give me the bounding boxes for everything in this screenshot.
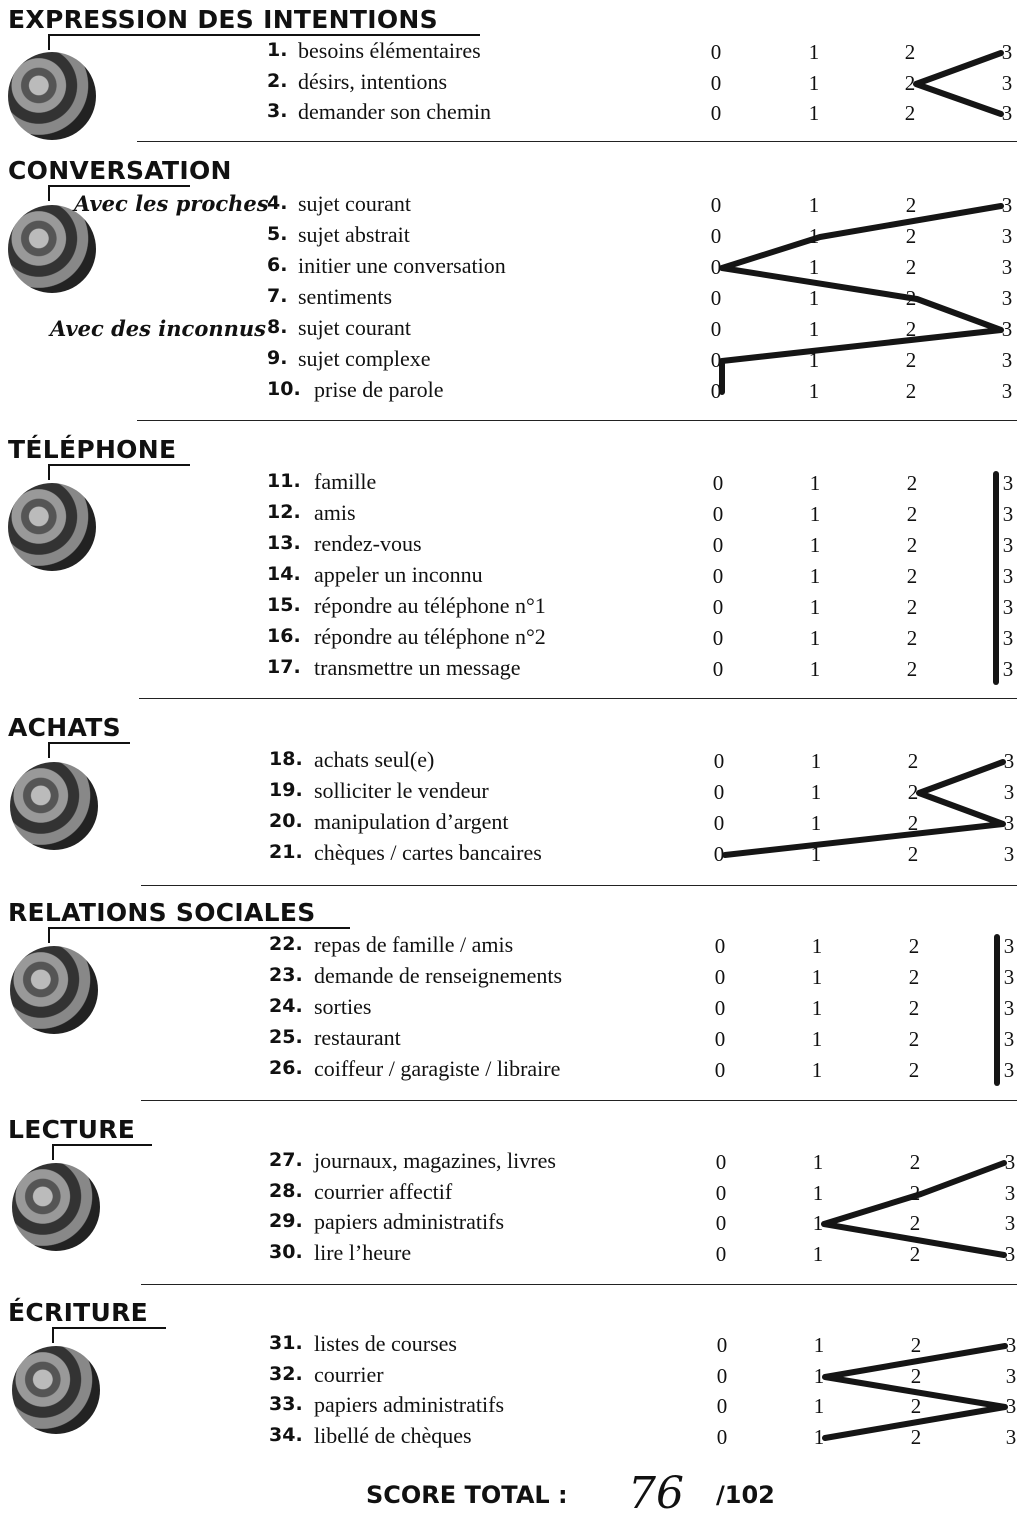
score-option: 3 (1003, 842, 1015, 866)
score-option: 1 (809, 564, 821, 588)
score-option: 2 (904, 40, 916, 64)
score-total-label: SCORE TOTAL : (366, 1481, 568, 1509)
section-title: ÉCRITURE (8, 1298, 149, 1327)
item-label: coiffeur / garagiste / libraire (314, 1056, 561, 1081)
item-number: 14. (267, 563, 301, 585)
score-option: 3 (1004, 1150, 1016, 1174)
item-label: courrier (314, 1362, 384, 1387)
score-option: 3 (1003, 811, 1015, 835)
score-option: 1 (810, 780, 822, 804)
section-photo (8, 52, 96, 140)
item-number: 16. (267, 625, 301, 647)
score-option: 3 (1002, 564, 1014, 588)
score-option: 2 (906, 626, 918, 650)
item-number: 29. (269, 1210, 303, 1232)
score-option: 0 (714, 996, 726, 1020)
score-option: 0 (710, 317, 722, 341)
item-label: repas de famille / amis (314, 932, 514, 957)
score-option: 1 (812, 1242, 824, 1266)
item-number: 10. (267, 378, 301, 400)
score-option: 0 (710, 193, 722, 217)
score-option: 3 (1005, 1333, 1017, 1357)
score-total-max: /102 (716, 1481, 775, 1509)
score-option: 2 (907, 780, 919, 804)
item-number: 3. (267, 100, 288, 122)
score-option: 3 (1005, 1425, 1017, 1449)
score-option: 0 (714, 1058, 726, 1082)
score-option: 0 (710, 255, 722, 279)
item-number: 13. (267, 532, 301, 554)
score-option: 3 (1001, 193, 1013, 217)
score-option: 1 (808, 348, 820, 372)
item-number: 31. (269, 1332, 303, 1354)
score-option: 1 (812, 1150, 824, 1174)
score-option: 1 (811, 1058, 823, 1082)
score-option: 3 (1001, 101, 1013, 125)
item-label: besoins élémentaires (298, 38, 481, 63)
score-option: 3 (1003, 1058, 1015, 1082)
score-option: 2 (910, 1364, 922, 1388)
section-title: TÉLÉPHONE (8, 435, 177, 464)
score-option: 1 (812, 1211, 824, 1235)
subheading: Avec les proches (74, 191, 269, 216)
score-option: 3 (1001, 255, 1013, 279)
score-option: 2 (906, 533, 918, 557)
score-option: 2 (910, 1425, 922, 1449)
score-option: 0 (715, 1242, 727, 1266)
item-number: 25. (269, 1026, 303, 1048)
score-option: 0 (712, 471, 724, 495)
item-label: chèques / cartes bancaires (314, 840, 542, 865)
score-option: 2 (906, 657, 918, 681)
item-number: 15. (267, 594, 301, 616)
section-photo (8, 205, 96, 293)
score-option: 3 (1003, 780, 1015, 804)
score-option: 0 (710, 101, 722, 125)
score-option: 2 (907, 811, 919, 835)
score-option: 3 (1001, 286, 1013, 310)
score-option: 2 (904, 101, 916, 125)
item-number: 33. (269, 1393, 303, 1415)
score-option: 0 (716, 1364, 728, 1388)
score-option: 3 (1003, 749, 1015, 773)
score-option: 1 (811, 965, 823, 989)
section-title-bracket (52, 1144, 152, 1160)
item-label: restaurant (314, 1025, 401, 1050)
score-option: 1 (809, 502, 821, 526)
item-label: papiers administratifs (314, 1209, 505, 1234)
score-option: 1 (810, 749, 822, 773)
score-option: 0 (713, 811, 725, 835)
score-marker-line (725, 762, 1003, 855)
section-photo (12, 1163, 100, 1251)
section-divider (141, 1284, 1017, 1285)
score-option: 3 (1002, 657, 1014, 681)
score-option: 0 (716, 1394, 728, 1418)
score-option: 0 (713, 842, 725, 866)
item-number: 19. (269, 779, 303, 801)
score-option: 0 (710, 348, 722, 372)
item-number: 24. (269, 995, 303, 1017)
score-option: 2 (906, 502, 918, 526)
item-label: désirs, intentions (298, 69, 448, 94)
score-option: 2 (909, 1242, 921, 1266)
score-option: 2 (906, 471, 918, 495)
score-option: 2 (908, 1027, 920, 1051)
score-option: 1 (809, 471, 821, 495)
item-number: 7. (267, 285, 288, 307)
score-option: 1 (808, 101, 820, 125)
score-option: 3 (1004, 1181, 1016, 1205)
item-number: 2. (267, 70, 288, 92)
score-option: 1 (813, 1364, 825, 1388)
score-marker-line (916, 53, 1001, 114)
item-label: amis (314, 500, 356, 525)
score-option: 2 (908, 965, 920, 989)
score-option: 0 (710, 379, 722, 403)
score-option: 0 (715, 1181, 727, 1205)
score-option: 1 (808, 71, 820, 95)
score-option: 2 (905, 317, 917, 341)
score-option: 3 (1003, 1027, 1015, 1051)
item-label: listes de courses (314, 1331, 457, 1356)
section-title: LECTURE (8, 1115, 136, 1144)
score-total-value: 76 (628, 1468, 684, 1519)
item-label: appeler un inconnu (314, 562, 483, 587)
item-label: sorties (314, 994, 372, 1019)
item-label: solliciter le vendeur (314, 778, 489, 803)
section-title-bracket (52, 1327, 166, 1343)
score-option: 3 (1001, 379, 1013, 403)
score-option: 2 (909, 1150, 921, 1174)
score-option: 1 (808, 224, 820, 248)
item-number: 30. (269, 1241, 303, 1263)
item-number: 1. (267, 39, 288, 61)
section-title: EXPRESSION DES INTENTIONS (8, 5, 438, 34)
score-option: 2 (905, 348, 917, 372)
score-option: 2 (908, 1058, 920, 1082)
score-option: 1 (808, 379, 820, 403)
score-option: 0 (710, 224, 722, 248)
item-label: famille (314, 469, 377, 494)
score-option: 1 (808, 317, 820, 341)
score-option: 2 (905, 286, 917, 310)
score-option: 0 (710, 71, 722, 95)
item-number: 18. (269, 748, 303, 770)
section-title-bracket (48, 464, 190, 480)
score-option: 2 (907, 842, 919, 866)
item-number: 5. (267, 223, 288, 245)
score-option: 1 (813, 1333, 825, 1357)
score-option: 1 (809, 595, 821, 619)
score-option: 1 (811, 934, 823, 958)
item-label: sujet complexe (298, 346, 431, 371)
section-divider (137, 141, 1017, 142)
score-option: 1 (810, 842, 822, 866)
score-option: 2 (905, 379, 917, 403)
item-label: courrier affectif (314, 1179, 453, 1204)
item-label: initier une conversation (298, 253, 506, 278)
score-option: 2 (904, 71, 916, 95)
section-title: CONVERSATION (8, 156, 232, 185)
item-number: 26. (269, 1057, 303, 1079)
item-number: 22. (269, 933, 303, 955)
score-option: 0 (712, 502, 724, 526)
item-label: journaux, magazines, livres (314, 1148, 556, 1173)
item-label: rendez-vous (314, 531, 422, 556)
score-option: 0 (714, 934, 726, 958)
item-number: 9. (267, 347, 288, 369)
score-option: 1 (809, 626, 821, 650)
item-number: 20. (269, 810, 303, 832)
score-option: 1 (808, 193, 820, 217)
score-option: 1 (808, 286, 820, 310)
score-option: 3 (1005, 1364, 1017, 1388)
item-label: prise de parole (314, 377, 444, 402)
score-option: 3 (1005, 1394, 1017, 1418)
score-option: 0 (712, 564, 724, 588)
section-divider (141, 885, 1017, 886)
score-option: 2 (908, 996, 920, 1020)
item-number: 27. (269, 1149, 303, 1171)
item-label: répondre au téléphone n°2 (314, 624, 546, 649)
section-title: RELATIONS SOCIALES (8, 898, 316, 927)
score-option: 2 (905, 255, 917, 279)
score-option: 2 (905, 193, 917, 217)
score-option: 3 (1004, 1242, 1016, 1266)
item-label: sujet courant (298, 191, 412, 216)
score-option: 1 (808, 40, 820, 64)
item-number: 12. (267, 501, 301, 523)
score-option: 3 (1001, 224, 1013, 248)
item-label: papiers administratifs (314, 1392, 505, 1417)
score-option: 2 (910, 1394, 922, 1418)
score-option: 0 (710, 40, 722, 64)
score-option: 0 (715, 1211, 727, 1235)
section-photo (8, 483, 96, 571)
item-number: 32. (269, 1363, 303, 1385)
score-option: 2 (909, 1211, 921, 1235)
section-title: ACHATS (8, 713, 121, 742)
item-number: 6. (267, 254, 288, 276)
section-divider (139, 698, 1017, 699)
item-label: sujet abstrait (298, 222, 410, 247)
score-option: 1 (811, 1027, 823, 1051)
score-option: 1 (813, 1394, 825, 1418)
score-option: 1 (809, 657, 821, 681)
score-option: 2 (910, 1333, 922, 1357)
section-divider (141, 1100, 1017, 1101)
item-label: demander son chemin (298, 99, 492, 124)
score-option: 2 (907, 749, 919, 773)
score-marker-line (722, 206, 1001, 392)
score-option: 3 (1002, 502, 1014, 526)
score-option: 2 (906, 595, 918, 619)
score-option: 0 (714, 1027, 726, 1051)
section-title-bracket (48, 927, 350, 943)
item-label: répondre au téléphone n°1 (314, 593, 546, 618)
section-photo (12, 1346, 100, 1434)
item-number: 4. (267, 192, 288, 214)
score-option: 1 (811, 996, 823, 1020)
score-option: 3 (1002, 471, 1014, 495)
score-option: 0 (710, 286, 722, 310)
score-option: 3 (1002, 533, 1014, 557)
item-label: sentiments (298, 284, 393, 309)
item-number: 34. (269, 1424, 303, 1446)
item-number: 8. (267, 316, 288, 338)
item-number: 28. (269, 1180, 303, 1202)
score-option: 0 (712, 657, 724, 681)
score-option: 3 (1004, 1211, 1016, 1235)
score-option: 0 (715, 1150, 727, 1174)
item-label: achats seul(e) (314, 747, 435, 772)
score-option: 3 (1002, 626, 1014, 650)
score-option: 2 (905, 224, 917, 248)
section-photo (10, 946, 98, 1034)
score-option: 0 (712, 626, 724, 650)
score-option: 2 (906, 564, 918, 588)
item-label: transmettre un message (314, 655, 521, 680)
score-option: 0 (714, 965, 726, 989)
score-option: 3 (1001, 71, 1013, 95)
score-option: 0 (716, 1333, 728, 1357)
score-option: 3 (1001, 40, 1013, 64)
item-number: 11. (267, 470, 301, 492)
score-option: 2 (908, 934, 920, 958)
score-option: 1 (810, 811, 822, 835)
score-option: 0 (713, 749, 725, 773)
subheading: Avec des inconnus (50, 316, 266, 341)
item-label: demande de renseignements (314, 963, 563, 988)
item-number: 23. (269, 964, 303, 986)
score-option: 3 (1003, 934, 1015, 958)
section-divider (137, 420, 1017, 421)
score-option: 0 (712, 533, 724, 557)
score-option: 0 (713, 780, 725, 804)
item-label: libellé de chèques (314, 1423, 472, 1448)
score-option: 3 (1003, 965, 1015, 989)
score-option: 1 (809, 533, 821, 557)
score-option: 3 (1003, 996, 1015, 1020)
score-option: 2 (909, 1181, 921, 1205)
item-number: 21. (269, 841, 303, 863)
score-option: 3 (1002, 595, 1014, 619)
item-label: manipulation d’argent (314, 809, 509, 834)
section-title-bracket (48, 742, 130, 758)
score-option: 1 (813, 1425, 825, 1449)
score-option: 3 (1001, 348, 1013, 372)
item-label: sujet courant (298, 315, 412, 340)
score-option: 1 (808, 255, 820, 279)
score-option: 1 (812, 1181, 824, 1205)
score-option: 3 (1001, 317, 1013, 341)
score-option: 0 (712, 595, 724, 619)
item-label: lire l’heure (314, 1240, 412, 1265)
section-photo (10, 762, 98, 850)
item-number: 17. (267, 656, 301, 678)
score-option: 0 (716, 1425, 728, 1449)
